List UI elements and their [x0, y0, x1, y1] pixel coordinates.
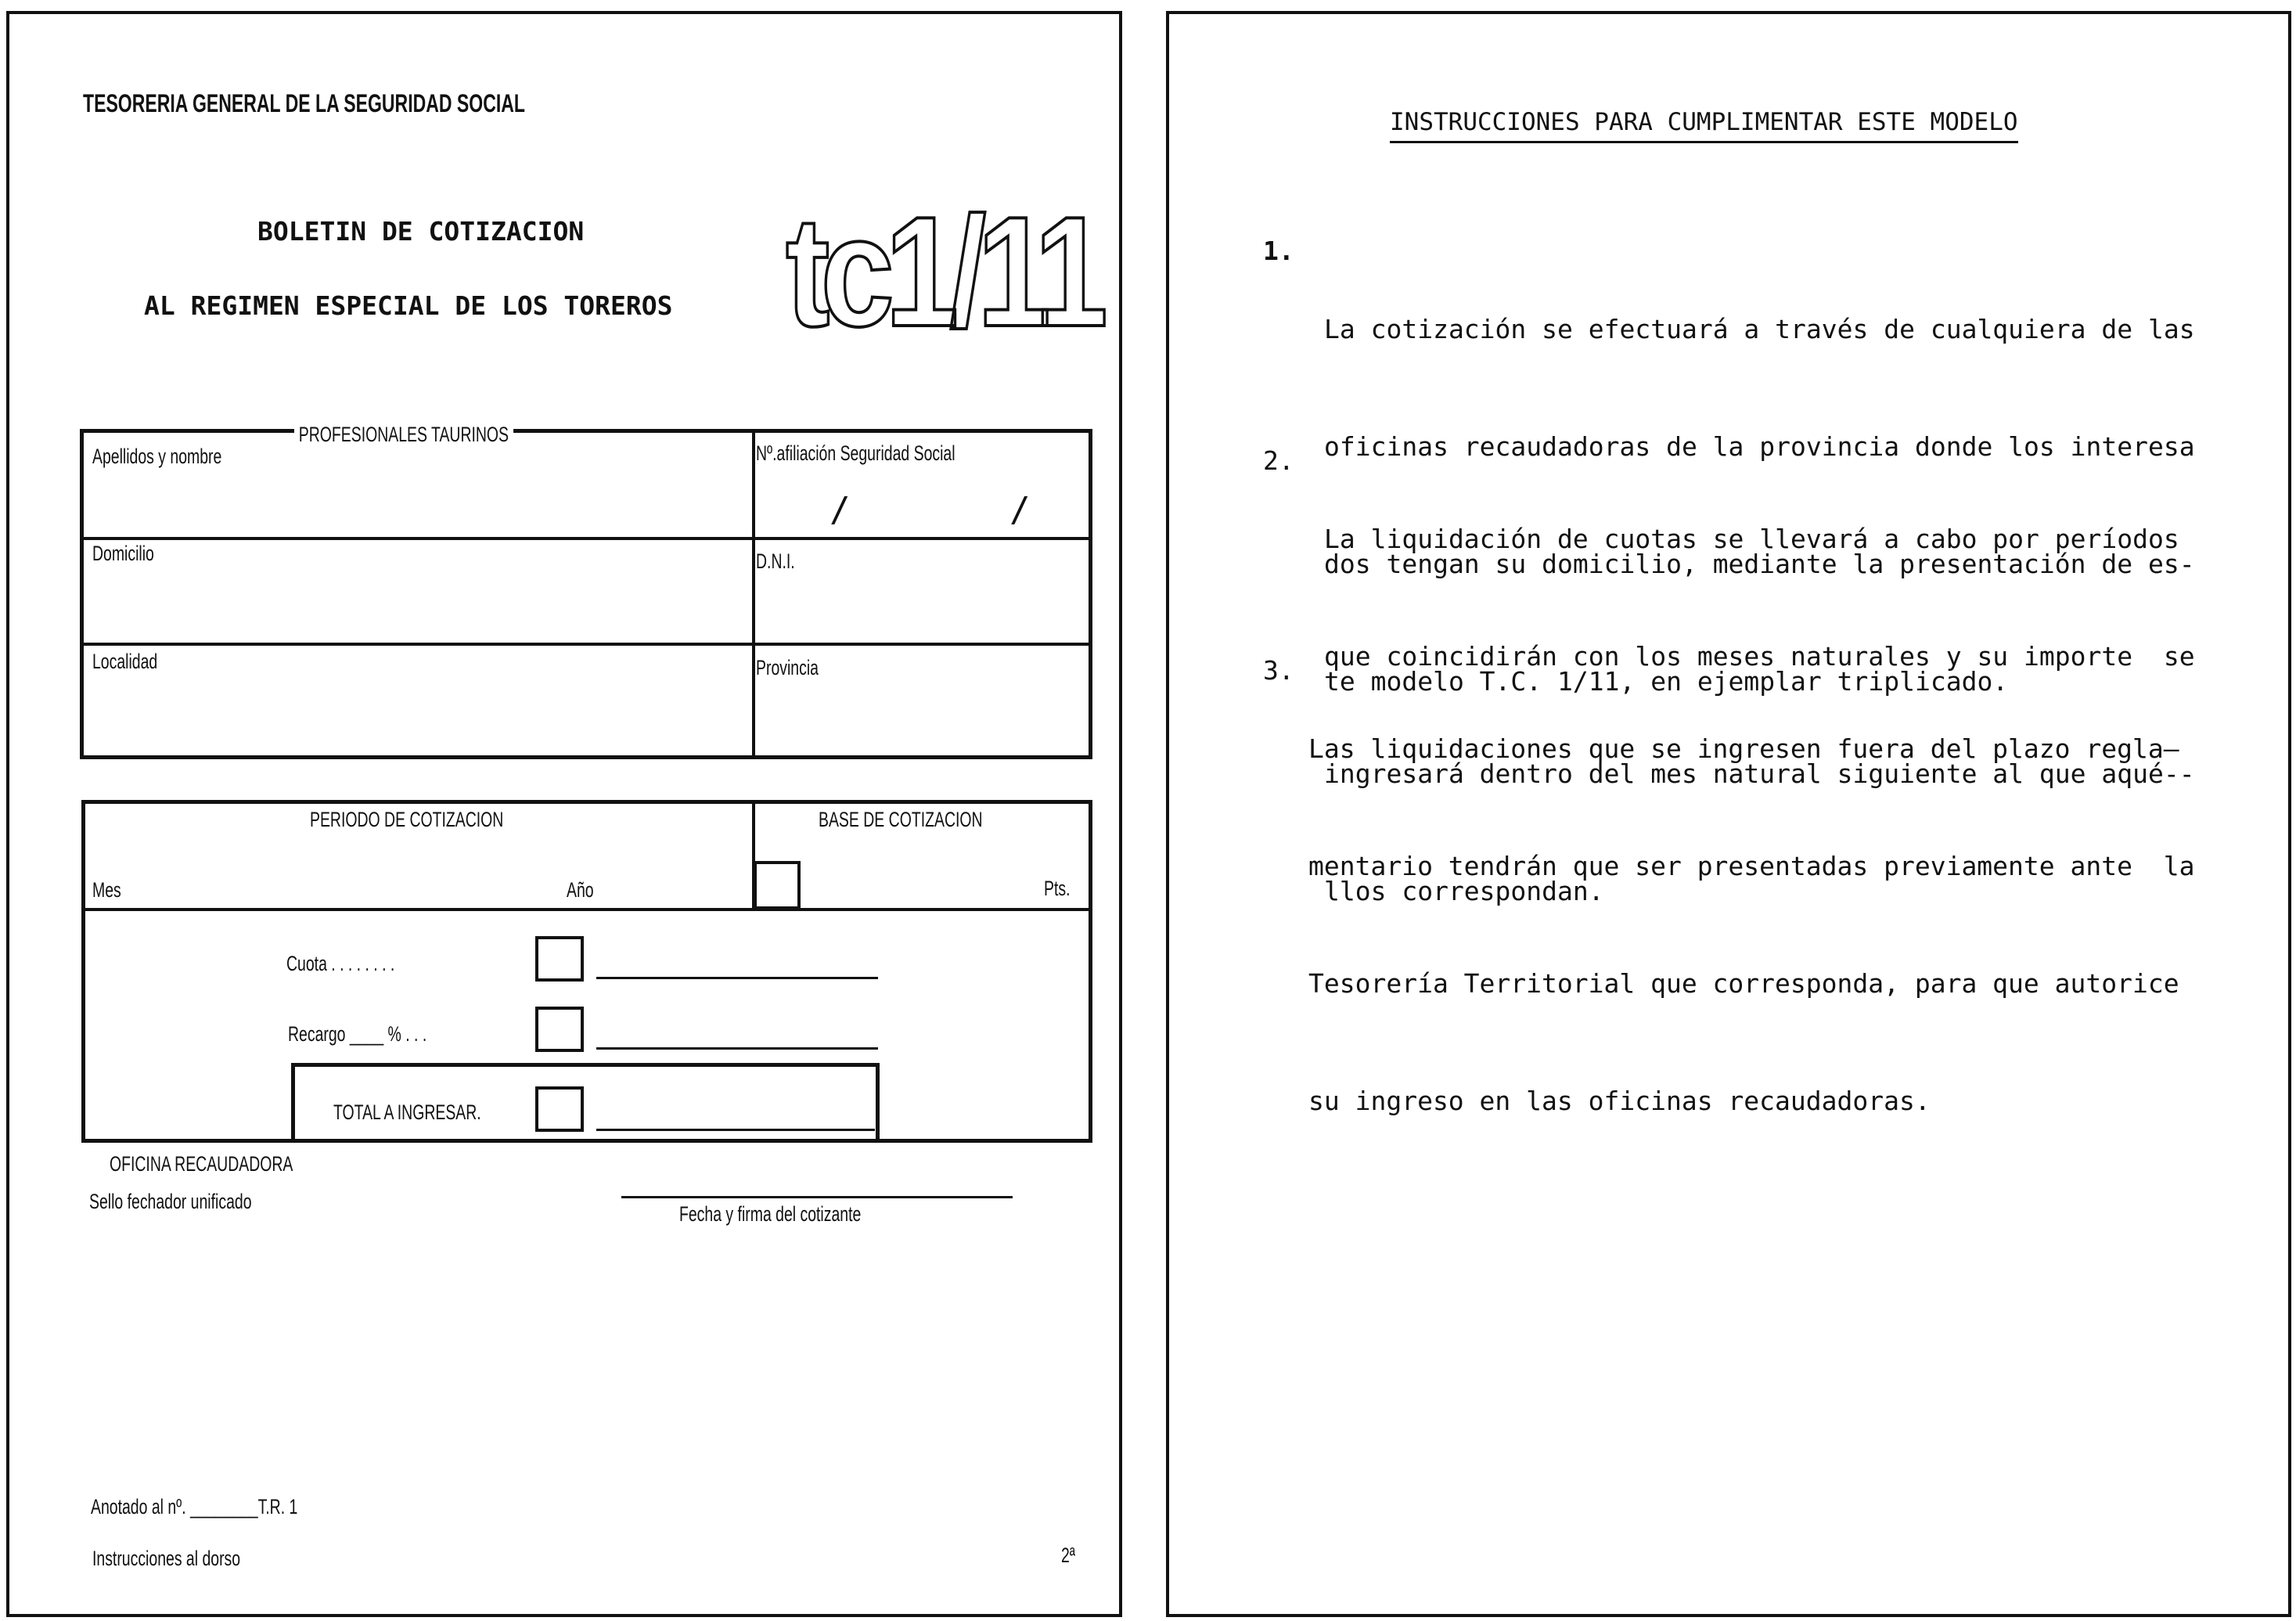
recargo-label: Recargo ____ % . . . — [288, 1022, 427, 1046]
right-instructions-page — [1166, 11, 2291, 1617]
dni-label: D.N.I. — [756, 549, 795, 573]
oficina-label: OFICINA RECAUDADORA — [110, 1152, 293, 1176]
mes-label: Mes — [92, 878, 121, 902]
cuota-amount-field[interactable] — [596, 938, 878, 977]
column-divider — [752, 433, 755, 755]
total-label: TOTAL A INGRESAR. — [333, 1100, 481, 1124]
apellidos-field[interactable] — [85, 476, 750, 534]
base-box[interactable] — [754, 861, 801, 910]
afiliacion-field[interactable] — [758, 476, 1086, 534]
total-amount-line — [596, 1129, 875, 1131]
periodo-label: PERIODO DE COTIZACION — [310, 808, 504, 831]
instruction-line: Tesorería Territorial que corresponda, para que autorice — [1308, 968, 2179, 999]
instrucciones-dorso-label: Instrucciones al dorso — [92, 1547, 241, 1570]
provincia-label: Provincia — [756, 656, 819, 679]
apellidos-label: Apellidos y nombre — [92, 445, 222, 468]
firma-label: Fecha y firma del cotizante — [679, 1202, 862, 1226]
instruction-number: 3. — [1263, 655, 1294, 686]
instruction-line: su ingreso en las oficinas recaudadoras. — [1308, 1086, 1931, 1116]
domicilio-label: Domicilio — [92, 542, 154, 565]
cuota-label: Cuota . . . . . . . . — [286, 952, 395, 975]
instruction-number: 1. — [1263, 236, 1294, 266]
instruction-line: que coincidirán con los meses naturales y su importe se — [1324, 641, 2195, 672]
base-label: BASE DE COTIZACION — [819, 808, 983, 831]
localidad-field[interactable] — [85, 679, 750, 751]
row-divider — [85, 908, 1089, 911]
instruction-line: dos tengan su domicilio, mediante la presentación de es- — [1324, 549, 2195, 579]
domicilio-field[interactable] — [85, 571, 750, 639]
instruction-line: llos correspondan. — [1324, 876, 1604, 906]
sello-label: Sello fechador unificado — [89, 1190, 252, 1213]
afiliacion-separator: / — [830, 490, 851, 530]
form-title-line2: AL REGIMEN ESPECIAL DE LOS TOREROS — [144, 290, 673, 321]
anotado-label: Anotado al nº. ________T.R. 1 — [91, 1495, 298, 1518]
instruction-line: Las liquidaciones que se ingresen fuera del plazo regla— — [1308, 733, 2179, 764]
row-divider — [84, 537, 1089, 540]
instruction-line: La cotización se efectuará a través de cualquiera de las — [1324, 314, 2195, 344]
base-field[interactable] — [803, 836, 1041, 905]
provincia-field[interactable] — [758, 687, 1086, 751]
anio-label: Año — [567, 878, 594, 902]
localidad-label: Localidad — [92, 650, 158, 673]
recargo-amount-line — [596, 1047, 878, 1050]
recargo-amount-field[interactable] — [596, 1010, 878, 1047]
mes-field[interactable] — [86, 836, 556, 905]
instruction-line: oficinas recaudadoras de la provincia donde los interesa — [1324, 431, 2195, 462]
pts-label: Pts. — [1044, 877, 1071, 900]
total-box[interactable] — [535, 1086, 584, 1132]
logo-text: tc1/11 — [786, 185, 1105, 359]
afiliacion-separator: / — [1009, 490, 1031, 530]
tc-1-11-logo — [784, 185, 1105, 359]
instructions-heading: INSTRUCCIONES PARA CUMPLIMENTAR ESTE MODELO — [1390, 108, 2018, 143]
cuota-amount-line — [596, 977, 878, 979]
organization-name: TESORERIA GENERAL DE LA SEGURIDAD SOCIAL — [83, 89, 525, 117]
instruction-number: 2. — [1263, 445, 1294, 476]
instruction-line: te modelo T.C. 1/11, en ejemplar triplicado. — [1324, 666, 2009, 697]
cuota-box[interactable] — [535, 936, 584, 982]
anio-field[interactable] — [557, 836, 750, 905]
instruction-line: La liquidación de cuotas se llevará a cabo por períodos — [1324, 524, 2179, 554]
recargo-box[interactable] — [535, 1007, 584, 1052]
instruction-line: mentario tendrán que ser presentadas previamente ante la — [1308, 851, 2195, 881]
afiliacion-label: Nº.afiliación Seguridad Social — [756, 441, 955, 465]
copy-mark: 2ª — [1061, 1544, 1076, 1567]
row-divider — [84, 643, 1089, 646]
dni-field[interactable] — [758, 571, 1086, 639]
firma-area[interactable] — [621, 1141, 1013, 1194]
firma-line — [621, 1196, 1013, 1198]
total-amount-field[interactable] — [596, 1091, 875, 1129]
profesionales-legend: PROFESIONALES TAURINOS — [294, 423, 513, 447]
instruction-line: ingresará dentro del mes natural siguiente al que aqué-- — [1324, 758, 2195, 789]
left-form-page — [6, 11, 1122, 1617]
form-title-line1: BOLETIN DE COTIZACION — [257, 216, 585, 247]
instruction-item-3 — [1263, 651, 2280, 1199]
